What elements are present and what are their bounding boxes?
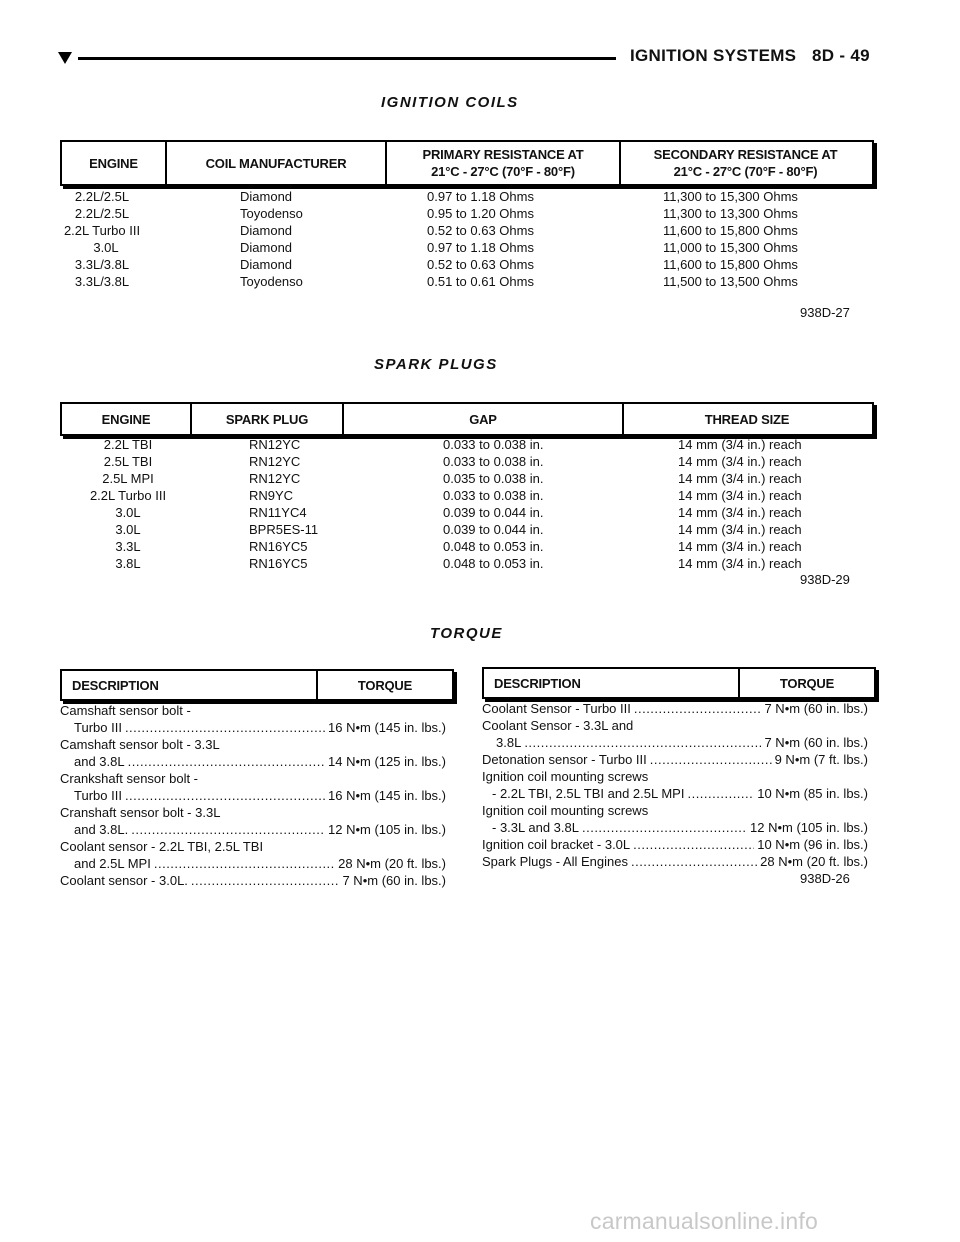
list-item: Camshaft sensor bolt - Turbo III ..... 16 N•m (145 in. lbs.) [60, 702, 446, 736]
list-item: Ignition coil mounting screws - 2.2L TBI, 2.5L TBI and 2.5L MPI ..... 10 N•m (85 in. lbs.) [482, 768, 868, 802]
page-number: 8D - 49 [812, 46, 870, 65]
col-primary-resistance: PRIMARY RESISTANCE AT 21°C - 27°C (70°F - 80°F) [422, 147, 584, 179]
torque-right-body [482, 700, 868, 870]
list-item: Spark Plugs - All Engines ..... 28 N•m (20 ft. lbs.) [482, 853, 868, 870]
figure-code: 938D-27 [800, 305, 850, 320]
list-item: Coolant sensor - 2.2L TBI, 2.5L TBI and 2.5L MPI ..... 28 N•m (20 ft. lbs.) [60, 838, 446, 872]
col-torque: TORQUE [357, 677, 413, 693]
header-triangle-icon [58, 52, 72, 64]
torque-title: TORQUE [430, 625, 503, 642]
col-coil-manufacturer: COIL MANUFACTURER [205, 155, 347, 171]
list-item: Crankshaft sensor bolt - Turbo III ..... 16 N•m (145 in. lbs.) [60, 770, 446, 804]
col-torque: TORQUE [779, 675, 835, 691]
list-item: Coolant sensor - 3.0L. ..... 7 N•m (60 in. lbs.) [60, 872, 446, 889]
col-engine: ENGINE [101, 411, 151, 427]
spark-plugs-title: SPARK PLUGS [374, 356, 498, 373]
watermark: carmanualsonline.info [590, 1208, 818, 1234]
col-secondary-resistance: SECONDARY RESISTANCE AT 21°C - 27°C (70°F - 80°F) [653, 147, 838, 179]
figure-code: 938D-26 [800, 871, 850, 886]
list-item: Ignition coil bracket - 3.0L ..... 10 N•m (96 in. lbs.) [482, 836, 868, 853]
col-thread-size: THREAD SIZE [704, 411, 790, 427]
spark-plugs-body: 2.2L TBI RN12YC 0.033 to 0.038 in. 14 mm (3/4 in.) reach 2.5L TBI RN12YC 0.033 to 0.038 in. 14 mm (3/4 in.) reach 2.5L MPI RN12YC 0.035 to 0.038 in. 14 mm (3/4 in.) reach 2.2L Turbo III RN9YC 0.033 to 0.038 in. 14 mm (3/4 in.) reach 3.0L RN11YC4 0.039 to 0.044 in. 14 mm (3/4 in.) reach 3.0L BPR5ES-11 0.039 to 0.044 in. 14 mm (3/4 in.) reach 3.3L RN16YC5 0.048 to 0.053 in. 14 mm (3/4 in.) reach 3.8L RN16YC5 0.048 to 0.053 in. 14 mm (3/4 in.) reach [89, 437, 802, 571]
spark-plugs-header [60, 402, 874, 436]
col-description: DESCRIPTION [72, 677, 159, 693]
list-item: Coolant Sensor - Turbo III ..... 7 N•m (60 in. lbs.) [482, 700, 868, 717]
list-item: Camshaft sensor bolt - 3.3L and 3.8L ..... 14 N•m (125 in. lbs.) [60, 736, 446, 770]
torque-right-header [482, 667, 876, 699]
col-gap: GAP [469, 411, 497, 427]
list-item: Detonation sensor - Turbo III ..... 9 N•m (7 ft. lbs.) [482, 751, 868, 768]
list-item: Cranshaft sensor bolt - 3.3L and 3.8L. ..... 12 N•m (105 in. lbs.) [60, 804, 446, 838]
col-description: DESCRIPTION [494, 675, 581, 691]
col-engine: ENGINE [89, 155, 138, 171]
running-header-title: IGNITION SYSTEMS [630, 46, 797, 65]
ignition-coils-header [60, 140, 874, 186]
list-item: Coolant Sensor - 3.3L and 3.8L ..... 7 N•m (60 in. lbs.) [482, 717, 868, 751]
torque-left-body [60, 702, 446, 889]
ignition-coils-title: IGNITION COILS [381, 94, 519, 111]
torque-left-header [60, 669, 454, 701]
list-item: Ignition coil mounting screws - 3.3L and 3.8L ..... 12 N•m (105 in. lbs.) [482, 802, 868, 836]
col-spark-plug: SPARK PLUG [225, 411, 309, 427]
ignition-coils-body: 2.2L/2.5L Diamond 0.97 to 1.18 Ohms 11,300 to 15,300 Ohms 2.2L/2.5L Toyodenso 0.95 to 1.20 Ohms 11,300 to 13,300 Ohms 2.2L Turbo III Diamond 0.52 to 0.63 Ohms 11,600 to 15,800 Ohms 3.0L Diamond 0.97 to 1.18 Ohms 11,000 to 15,300 Ohms 3.3L/3.8L Diamond 0.52 to 0.63 Ohms 11,600 to 15,800 Ohms 3.3L/3.8L Toyodenso 0.51 to 0.61 Ohms 11,500 to 13,500 Ohms [63, 189, 798, 289]
header-rule [78, 57, 616, 60]
figure-code: 938D-29 [800, 572, 850, 587]
